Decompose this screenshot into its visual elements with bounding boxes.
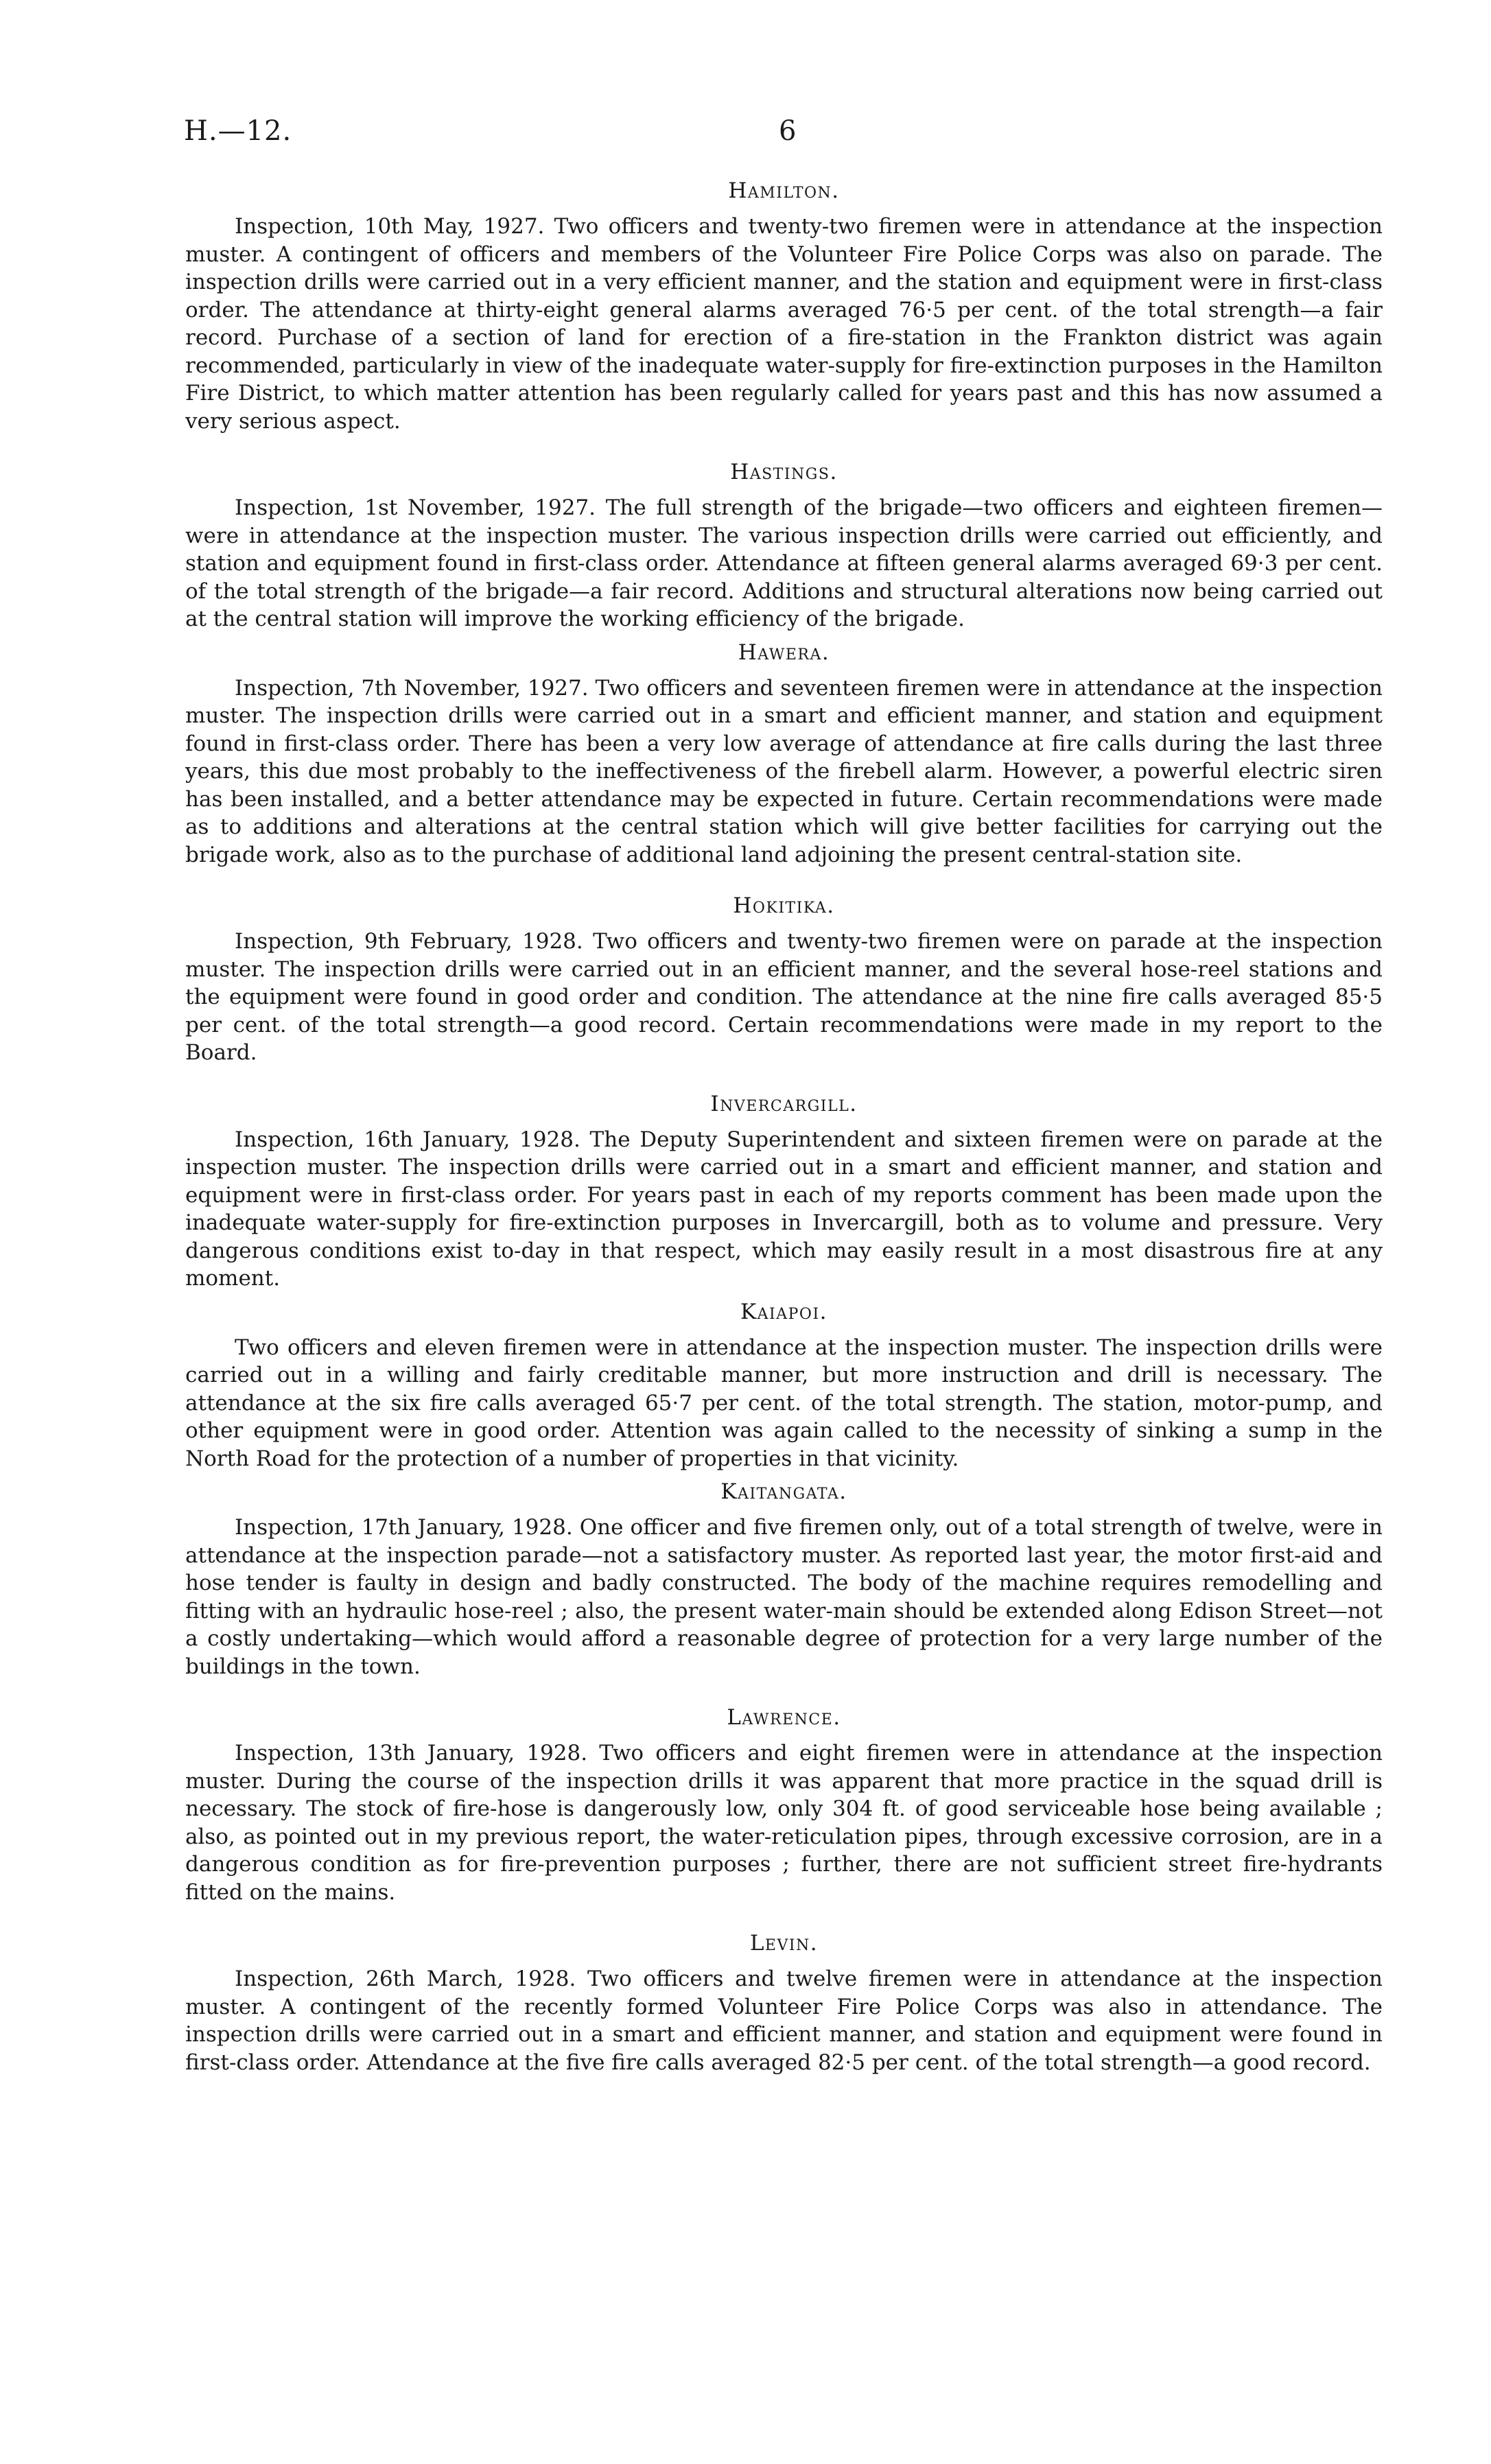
- section-title: Kaitangata.: [720, 1479, 847, 1504]
- section-title: Hokitika.: [733, 893, 835, 918]
- section-hastings: [185, 458, 1383, 633]
- section-kaiapoi: [185, 1298, 1383, 1473]
- section-title: Kaiapoi.: [740, 1299, 827, 1324]
- section-paragraph: Inspection, 13th January, 1928. Two officers and eight firemen were in attendance at the inspection muster. During the course of the inspection drills it was apparent that more practice in the squad drill is necessary. The stock of fire-hose is dangerously low, only 304 ft. of good serviceable hose being available ; also, as pointed out in my previous report, the water-reticulation pipes, through excessive corrosion, are in a dangerous condition as for fire-prevention purposes ; further, there are not sufficient street fire-hydrants fitted on the mains.: [185, 1741, 1383, 1905]
- section-paragraph: Two officers and eleven firemen were in attendance at the inspection muster. The inspection drills were carried out in a willing and fairly creditable manner, but more instruction and drill is necessary. The attendance at the six fire calls averaged 65·7 per cent. of the total strength. The station, motor-pump, and other equipment were in good order. Attention was again called to the necessity of sinking a sump in the North Road for the protection of a number of properties in that vicinity.: [185, 1335, 1383, 1471]
- section-invercargill: [185, 1090, 1383, 1293]
- section-lawrence: [185, 1704, 1383, 1906]
- section-kaitangata: [185, 1478, 1383, 1680]
- document-reference: H.—12.: [184, 115, 292, 147]
- section-levin: [185, 1929, 1383, 2076]
- section-paragraph: Inspection, 7th November, 1927. Two officers and seventeen firemen were in attendance at the inspection muster. The inspection drills were carried out in a smart and efficient manner, and station and equipment found in first-class order. There has been a very low average of attendance at fire calls during the last three years, this due most probably to the ineffectiveness of the firebell alarm. However, a powerful electric siren has been installed, and a better attendance may be expected in future. Certain recommendations were made as to additions and alterations at the central station which will give better facilities for carrying out the brigade work, also as to the purchase of additional land adjoining the present central-station site.: [185, 675, 1383, 867]
- section-title: Hawera.: [738, 640, 830, 665]
- section-hawera: [185, 639, 1383, 869]
- section-title: Levin.: [749, 1931, 819, 1956]
- section-hokitika: [185, 892, 1383, 1067]
- section-title: Hastings.: [730, 460, 838, 484]
- section-paragraph: Inspection, 9th February, 1928. Two officers and twenty-two firemen were on parade at the inspection muster. The inspection drills were carried out in an efficient manner, and the several hose-reel stations and the equipment were found in good order and condition. The attendance at the nine fire calls averaged 85·5 per cent. of the total strength—a good record. Certain recommendations were made in my report to the Board.: [185, 929, 1383, 1065]
- section-title: Invercargill.: [710, 1091, 858, 1116]
- section-paragraph: Inspection, 26th March, 1928. Two officers and twelve firemen were in attendance at the inspection muster. A contingent of the recently formed Volunteer Fire Police Corps was also in attendance. The inspection drills were carried out in a smart and efficient manner, and station and equipment were found in first-class order. Attendance at the five fire calls averaged 82·5 per cent. of the total strength—a good record.: [185, 1967, 1383, 2075]
- document-body: [185, 177, 1383, 2100]
- page-number: 6: [779, 115, 797, 147]
- page-header: [0, 115, 1491, 156]
- section-paragraph: Inspection, 16th January, 1928. The Deputy Superintendent and sixteen firemen were on parade at the inspection muster. The inspection drills were carried out in a smart and efficient manner, and station and equipment were in first-class order. For years past in each of my reports comment has been made upon the inadequate water-supply for fire-extinction purposes in Invercargill, both as to volume and pressure. Very dangerous conditions exist to-day in that respect, which may easily result in a most disastrous fire at any moment.: [185, 1127, 1383, 1291]
- section-title: Hamilton.: [728, 178, 840, 203]
- section-paragraph: Inspection, 17th January, 1928. One officer and five firemen only, out of a total strength of twelve, were in attendance at the inspection parade—not a satisfactory muster. As reported last year, the motor first-aid and hose tender is faulty in design and badly constructed. The body of the machine requires remodelling and fitting with an hydraulic hose-reel ; also, the present water-main should be extended along Edison Street—not a costly undertaking—which would afford a reasonable degree of protection for a very large number of the buildings in the town.: [185, 1515, 1383, 1679]
- section-title: Lawrence.: [727, 1705, 841, 1730]
- section-paragraph: Inspection, 10th May, 1927. Two officers and twenty-two firemen were in attendance at the inspection muster. A contingent of officers and members of the Volunteer Fire Police Corps was also on parade. The inspection drills were carried out in a very efficient manner, and the station and equipment were in first-class order. The attendance at thirty-eight general alarms averaged 76·5 per cent. of the total strength—a fair record. Purchase of a section of land for erection of a fire-station in the Frankton district was again recommended, particularly in view of the inadequate water-supply for fire-extinction purposes in the Hamilton Fire District, to which matter attention has been regularly called for years past and this has now assumed a very serious aspect.: [185, 214, 1383, 434]
- section-paragraph: Inspection, 1st November, 1927. The full strength of the brigade—two officers and eighteen firemen—were in attendance at the inspection muster. The various inspection drills were carried out efficiently, and station and equipment found in first-class order. Attendance at fifteen general alarms averaged 69·3 per cent. of the total strength of the brigade—a fair record. Additions and structural alterations now being carried out at the central station will improve the working efficiency of the brigade.: [185, 495, 1383, 631]
- section-hamilton: [185, 177, 1383, 435]
